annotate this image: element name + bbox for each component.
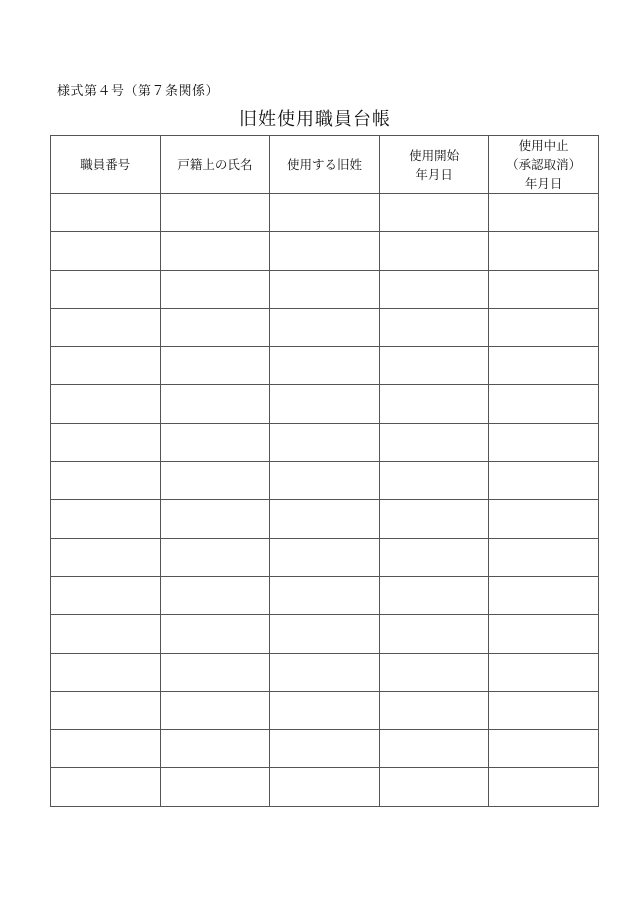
employee-number-cell[interactable] (51, 730, 161, 768)
table-row (51, 462, 599, 500)
end-date-cell[interactable] (489, 232, 599, 270)
registered-name-cell[interactable] (160, 423, 270, 461)
maiden-name-cell[interactable] (270, 232, 380, 270)
form-number: 様式第４号（第７条関係） (57, 84, 220, 99)
start-date-cell[interactable] (379, 232, 489, 270)
maiden-name-cell[interactable] (270, 423, 380, 461)
ledger-table (50, 135, 599, 807)
employee-number-cell[interactable] (51, 500, 161, 538)
column-header-maiden-name: 使用する旧姓 (270, 136, 380, 194)
start-date-cell[interactable] (379, 308, 489, 346)
end-date-cell[interactable] (489, 691, 599, 729)
column-header-end-date: 使用中止 （承認取消） 年月日 (489, 136, 599, 194)
registered-name-cell[interactable] (160, 385, 270, 423)
start-date-cell[interactable] (379, 730, 489, 768)
maiden-name-cell[interactable] (270, 270, 380, 308)
table-row (51, 232, 599, 270)
employee-number-cell[interactable] (51, 615, 161, 653)
table-row (51, 615, 599, 653)
end-date-cell[interactable] (489, 385, 599, 423)
end-date-cell[interactable] (489, 730, 599, 768)
registered-name-cell[interactable] (160, 232, 270, 270)
table-row (51, 423, 599, 461)
table-row (51, 691, 599, 729)
table-row (51, 653, 599, 691)
end-date-cell[interactable] (489, 194, 599, 232)
registered-name-cell[interactable] (160, 462, 270, 500)
employee-number-cell[interactable] (51, 423, 161, 461)
employee-number-cell[interactable] (51, 232, 161, 270)
end-date-cell[interactable] (489, 462, 599, 500)
end-date-cell[interactable] (489, 423, 599, 461)
start-date-cell[interactable] (379, 423, 489, 461)
page-title: 旧姓使用職員台帳 (239, 109, 391, 130)
end-date-cell[interactable] (489, 308, 599, 346)
employee-number-cell[interactable] (51, 768, 161, 806)
employee-number-cell[interactable] (51, 194, 161, 232)
registered-name-cell[interactable] (160, 347, 270, 385)
maiden-name-cell[interactable] (270, 347, 380, 385)
employee-number-cell[interactable] (51, 691, 161, 729)
maiden-name-cell[interactable] (270, 691, 380, 729)
registered-name-cell[interactable] (160, 691, 270, 729)
employee-number-cell[interactable] (51, 385, 161, 423)
employee-number-cell[interactable] (51, 347, 161, 385)
end-date-cell[interactable] (489, 538, 599, 576)
start-date-cell[interactable] (379, 576, 489, 614)
ledger-body (51, 194, 599, 807)
start-date-cell[interactable] (379, 500, 489, 538)
table-row (51, 308, 599, 346)
table-row (51, 576, 599, 614)
table-header-row (51, 136, 599, 194)
maiden-name-cell[interactable] (270, 730, 380, 768)
registered-name-cell[interactable] (160, 576, 270, 614)
table-row (51, 347, 599, 385)
column-header-registered-name: 戸籍上の氏名 (160, 136, 270, 194)
end-date-cell[interactable] (489, 653, 599, 691)
registered-name-cell[interactable] (160, 308, 270, 346)
start-date-cell[interactable] (379, 270, 489, 308)
table-row (51, 538, 599, 576)
maiden-name-cell[interactable] (270, 615, 380, 653)
employee-number-cell[interactable] (51, 538, 161, 576)
table-row (51, 768, 599, 806)
start-date-cell[interactable] (379, 385, 489, 423)
registered-name-cell[interactable] (160, 538, 270, 576)
start-date-cell[interactable] (379, 194, 489, 232)
start-date-cell[interactable] (379, 653, 489, 691)
registered-name-cell[interactable] (160, 615, 270, 653)
employee-number-cell[interactable] (51, 270, 161, 308)
table-row (51, 385, 599, 423)
employee-number-cell[interactable] (51, 576, 161, 614)
maiden-name-cell[interactable] (270, 576, 380, 614)
start-date-cell[interactable] (379, 462, 489, 500)
table-row (51, 500, 599, 538)
table-row (51, 270, 599, 308)
table-row (51, 194, 599, 232)
maiden-name-cell[interactable] (270, 768, 380, 806)
registered-name-cell[interactable] (160, 194, 270, 232)
end-date-cell[interactable] (489, 768, 599, 806)
column-header-start-date: 使用開始 年月日 (379, 136, 489, 194)
maiden-name-cell[interactable] (270, 385, 380, 423)
registered-name-cell[interactable] (160, 500, 270, 538)
end-date-cell[interactable] (489, 576, 599, 614)
table-row (51, 730, 599, 768)
end-date-cell[interactable] (489, 615, 599, 653)
maiden-name-cell[interactable] (270, 308, 380, 346)
registered-name-cell[interactable] (160, 653, 270, 691)
maiden-name-cell[interactable] (270, 538, 380, 576)
maiden-name-cell[interactable] (270, 194, 380, 232)
column-header-employee-number: 職員番号 (51, 136, 161, 194)
registered-name-cell[interactable] (160, 270, 270, 308)
maiden-name-cell[interactable] (270, 653, 380, 691)
employee-number-cell[interactable] (51, 653, 161, 691)
start-date-cell[interactable] (379, 768, 489, 806)
start-date-cell[interactable] (379, 347, 489, 385)
end-date-cell[interactable] (489, 347, 599, 385)
maiden-name-cell[interactable] (270, 500, 380, 538)
employee-number-cell[interactable] (51, 308, 161, 346)
end-date-cell[interactable] (489, 270, 599, 308)
registered-name-cell[interactable] (160, 768, 270, 806)
employee-number-cell[interactable] (51, 462, 161, 500)
start-date-cell[interactable] (379, 691, 489, 729)
end-date-cell[interactable] (489, 500, 599, 538)
start-date-cell[interactable] (379, 538, 489, 576)
start-date-cell[interactable] (379, 615, 489, 653)
maiden-name-cell[interactable] (270, 462, 380, 500)
registered-name-cell[interactable] (160, 730, 270, 768)
